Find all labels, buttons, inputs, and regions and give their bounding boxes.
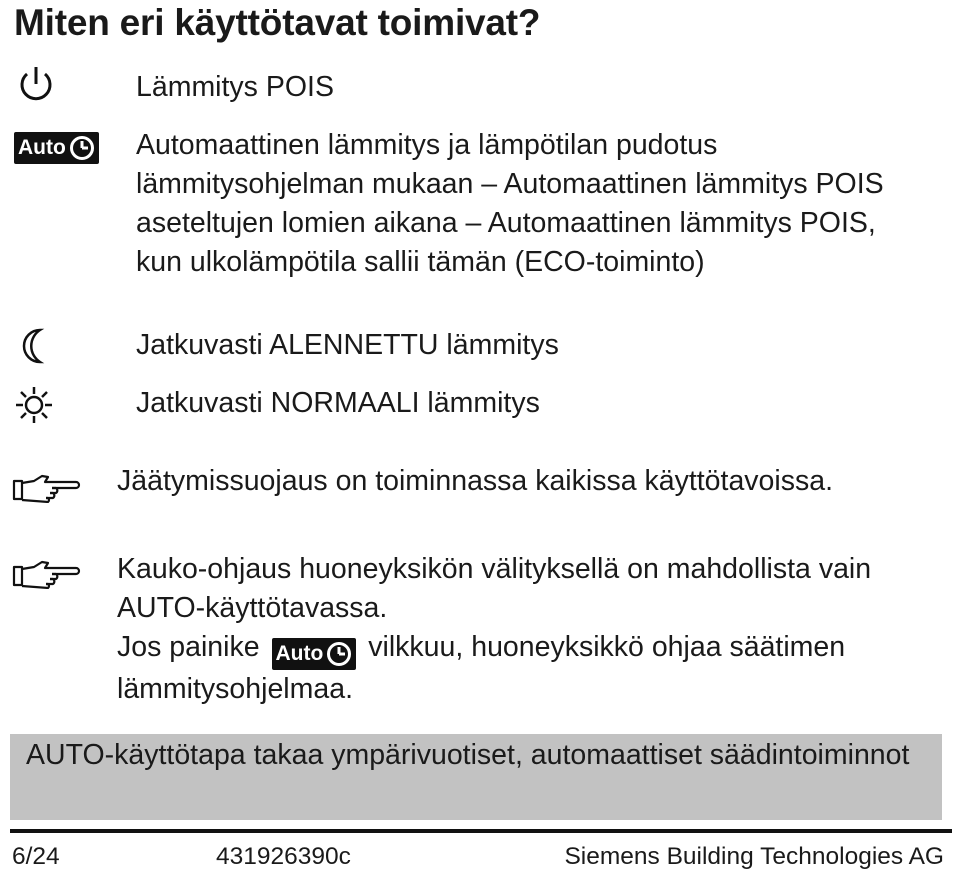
note-frost-text: Jäätymissuojaus on toiminnassa kaikissa käyttötavoissa. bbox=[117, 465, 833, 497]
summary-box: AUTO-käyttötapa takaa ympärivuotiset, automaattiset säädintoiminnot bbox=[10, 734, 942, 820]
power-icon bbox=[14, 64, 114, 104]
mode-normal-text: Jatkuvasti NORMAALI lämmitys bbox=[136, 387, 540, 419]
note-remote-line1: Kauko-ohjaus huoneyksikön välityksellä on mahdollista vain AUTO-käyttötavassa. bbox=[117, 553, 872, 624]
clock-icon bbox=[326, 641, 352, 667]
auto-badge bbox=[14, 132, 99, 164]
note-remote-before: Jos painike bbox=[117, 631, 260, 663]
mode-reduced-text: Jatkuvasti ALENNETTU lämmitys bbox=[136, 329, 559, 361]
mode-auto-text: Automaattinen lämmitys ja lämpötilan pudotus lämmitysohjelman mukaan – Automaattinen lämmitys POIS aseteltujen lomien aikana – Automaattinen lämmitys POIS, kun ulkolämpötila sallii tämän (ECO-toiminto) bbox=[136, 129, 884, 278]
footer-divider bbox=[10, 829, 952, 833]
document-number: 431926390c bbox=[216, 843, 351, 870]
note-remote-text bbox=[117, 550, 937, 709]
clock-icon bbox=[69, 135, 95, 161]
mode-off-text: Lämmitys POIS bbox=[136, 71, 334, 103]
company-name: Siemens Building Technologies AG bbox=[564, 843, 944, 870]
auto-clock-icon bbox=[272, 638, 357, 670]
auto-clock-icon bbox=[14, 128, 114, 168]
inline-auto-badge-label: Auto bbox=[275, 642, 324, 665]
moon-icon bbox=[14, 326, 114, 366]
pointing-hand-icon bbox=[12, 473, 82, 503]
auto-badge-label: Auto bbox=[18, 136, 66, 159]
sun-icon bbox=[14, 385, 114, 425]
page-title: Miten eri käyttötavat toimivat? bbox=[14, 2, 541, 43]
note-remote-after: vilkkuu, huoneyksikkö ohjaa säätimen lämmitysohjelmaa. bbox=[117, 631, 846, 705]
pointing-hand-icon bbox=[12, 559, 82, 589]
page-number: 6/24 bbox=[12, 843, 60, 870]
